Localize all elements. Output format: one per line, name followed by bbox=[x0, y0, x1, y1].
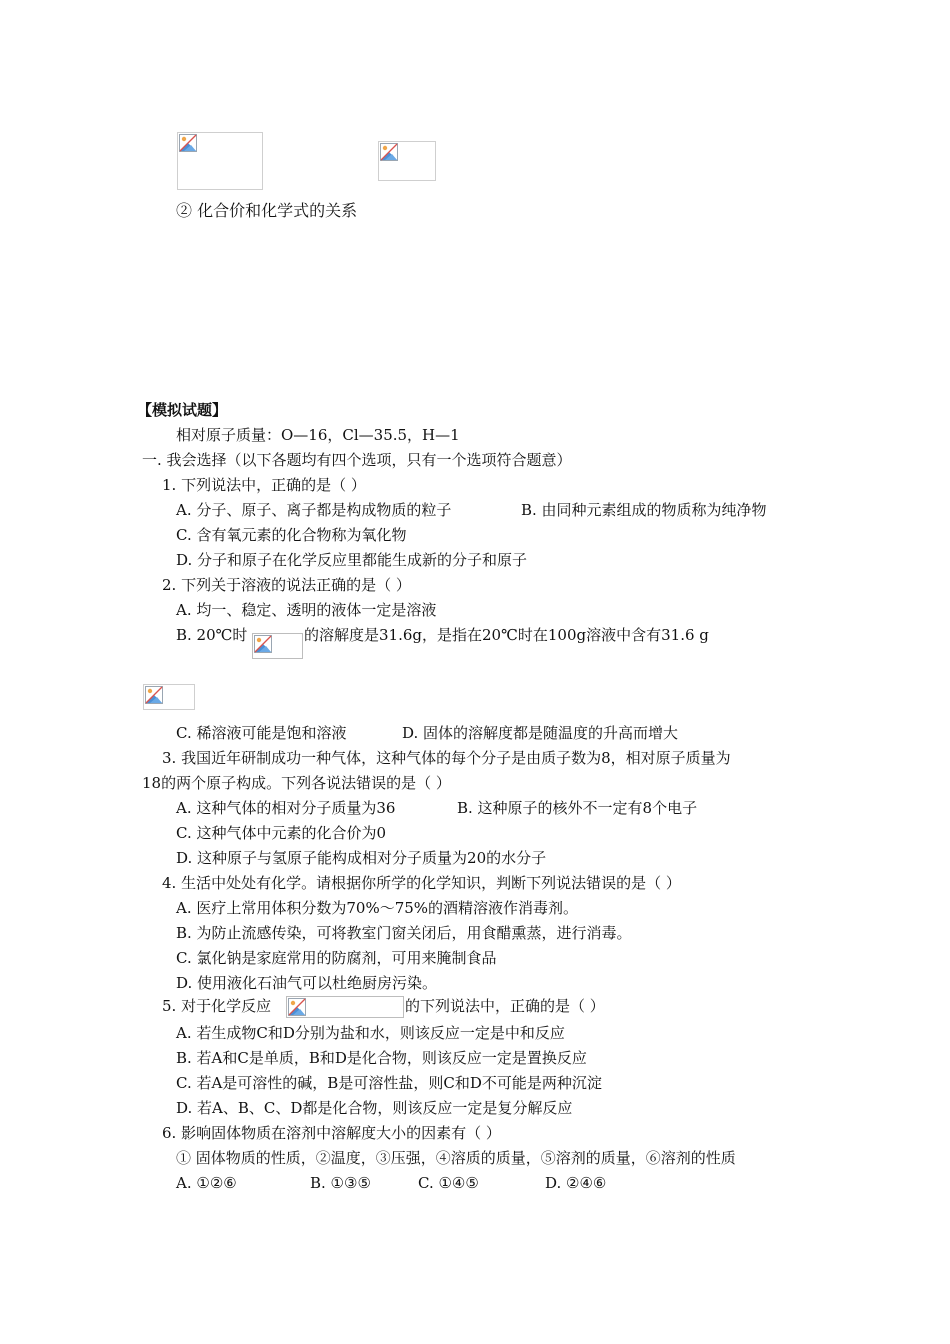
question-4-option-c: C. 氯化钠是家庭常用的防腐剂，可用来腌制食品 bbox=[176, 949, 497, 967]
question-3-option-d: D. 这种原子与氢原子能构成相对分子质量为20的水分子 bbox=[176, 849, 547, 867]
question-4-stem: 4. 生活中处处有化学。请根据你所学的化学知识，判断下列说法错误的是（ ） bbox=[162, 874, 681, 892]
question-2-option-c: C. 稀溶液可能是饱和溶液 bbox=[176, 724, 347, 742]
question-6-factors: ① 固体物质的性质，②温度，③压强，④溶质的质量，⑤溶剂的质量，⑥溶剂的性质 bbox=[176, 1149, 736, 1167]
question-2-option-b-part2: 的溶解度是31.6g，是指在20℃时在100g溶液中含有31.6 g bbox=[304, 626, 709, 644]
formula-image-2 bbox=[378, 141, 436, 181]
question-5-stem-part2: 的下列说法中，正确的是（ ） bbox=[405, 997, 605, 1015]
question-1-option-d: D. 分子和原子在化学反应里都能生成新的分子和原子 bbox=[176, 551, 528, 569]
question-5-option-b: B. 若A和C是单质，B和D是化合物，则该反应一定是置换反应 bbox=[176, 1049, 587, 1067]
question-6-option-a: A. ①②⑥ bbox=[176, 1174, 237, 1192]
question-5-option-d: D. 若A、B、C、D都是化合物，则该反应一定是复分解反应 bbox=[176, 1099, 573, 1117]
section-heading: 【模拟试题】 bbox=[137, 401, 228, 419]
question-2-option-a: A. 均一、稳定、透明的液体一定是溶液 bbox=[176, 601, 437, 619]
broken-image-icon bbox=[179, 134, 197, 152]
question-5-option-a: A. 若生成物C和D分别为盐和水，则该反应一定是中和反应 bbox=[176, 1024, 565, 1042]
question-6-stem: 6. 影响固体物质在溶剂中溶解度大小的因素有（ ） bbox=[162, 1124, 501, 1142]
question-3-stem-line1: 3. 我国近年研制成功一种气体，这种气体的每个分子是由质子数为8，相对原子质量为 bbox=[162, 749, 731, 767]
section-one-title: 一. 我会选择（以下各题均有四个选项，只有一个选项符合题意） bbox=[142, 451, 572, 469]
question-3-option-a: A. 这种气体的相对分子质量为36 bbox=[176, 799, 396, 817]
broken-image-icon bbox=[145, 686, 163, 704]
question-1-stem: 1. 下列说法中，正确的是（ ） bbox=[162, 476, 366, 494]
question-3-option-c: C. 这种气体中元素的化合价为0 bbox=[176, 824, 387, 842]
question-6-option-d: D. ②④⑥ bbox=[545, 1174, 607, 1192]
question-1-option-c: C. 含有氧元素的化合物称为氧化物 bbox=[176, 526, 407, 544]
question-2-option-d: D. 固体的溶解度都是随温度的升高而增大 bbox=[402, 724, 679, 742]
question-4-option-b: B. 为防止流感传染，可将教室门窗关闭后，用食醋熏蒸，进行消毒。 bbox=[176, 924, 632, 942]
question-2-option-b-part1: B. 20℃时 bbox=[176, 626, 248, 644]
solute-tail-image bbox=[143, 684, 195, 710]
broken-image-icon bbox=[380, 143, 398, 161]
question-3-stem-line2: 18的两个原子构成。下列各说法错误的是（ ） bbox=[142, 774, 451, 792]
formula-heading: ② 化合价和化学式的关系 bbox=[176, 201, 358, 220]
question-1-option-b: B. 由同种元素组成的物质称为纯净物 bbox=[521, 501, 767, 519]
atomic-mass-note: 相对原子质量：O—16，Cl—35.5，H—1 bbox=[176, 426, 460, 444]
question-4-option-a: A. 医疗上常用体积分数为70%～75%的酒精溶液作消毒剂。 bbox=[176, 899, 579, 917]
question-5-stem-part1: 5. 对于化学反应 bbox=[162, 997, 272, 1015]
broken-image-icon bbox=[254, 635, 272, 653]
broken-image-icon bbox=[288, 998, 306, 1016]
question-6-option-b: B. ①③⑤ bbox=[310, 1174, 371, 1192]
question-2-stem: 2. 下列关于溶液的说法正确的是（ ） bbox=[162, 576, 411, 594]
question-3-option-b: B. 这种原子的核外不一定有8个电子 bbox=[457, 799, 698, 817]
formula-image-1 bbox=[177, 132, 263, 190]
question-5-option-c: C. 若A是可溶性的碱，B是可溶性盐，则C和D不可能是两种沉淀 bbox=[176, 1074, 602, 1092]
question-4-option-d: D. 使用液化石油气可以杜绝厨房污染。 bbox=[176, 974, 438, 992]
solute-formula-image bbox=[252, 633, 303, 659]
reaction-equation-image bbox=[286, 996, 404, 1018]
question-1-option-a: A. 分子、原子、离子都是构成物质的粒子 bbox=[176, 501, 452, 519]
question-6-option-c: C. ①④⑤ bbox=[418, 1174, 479, 1192]
